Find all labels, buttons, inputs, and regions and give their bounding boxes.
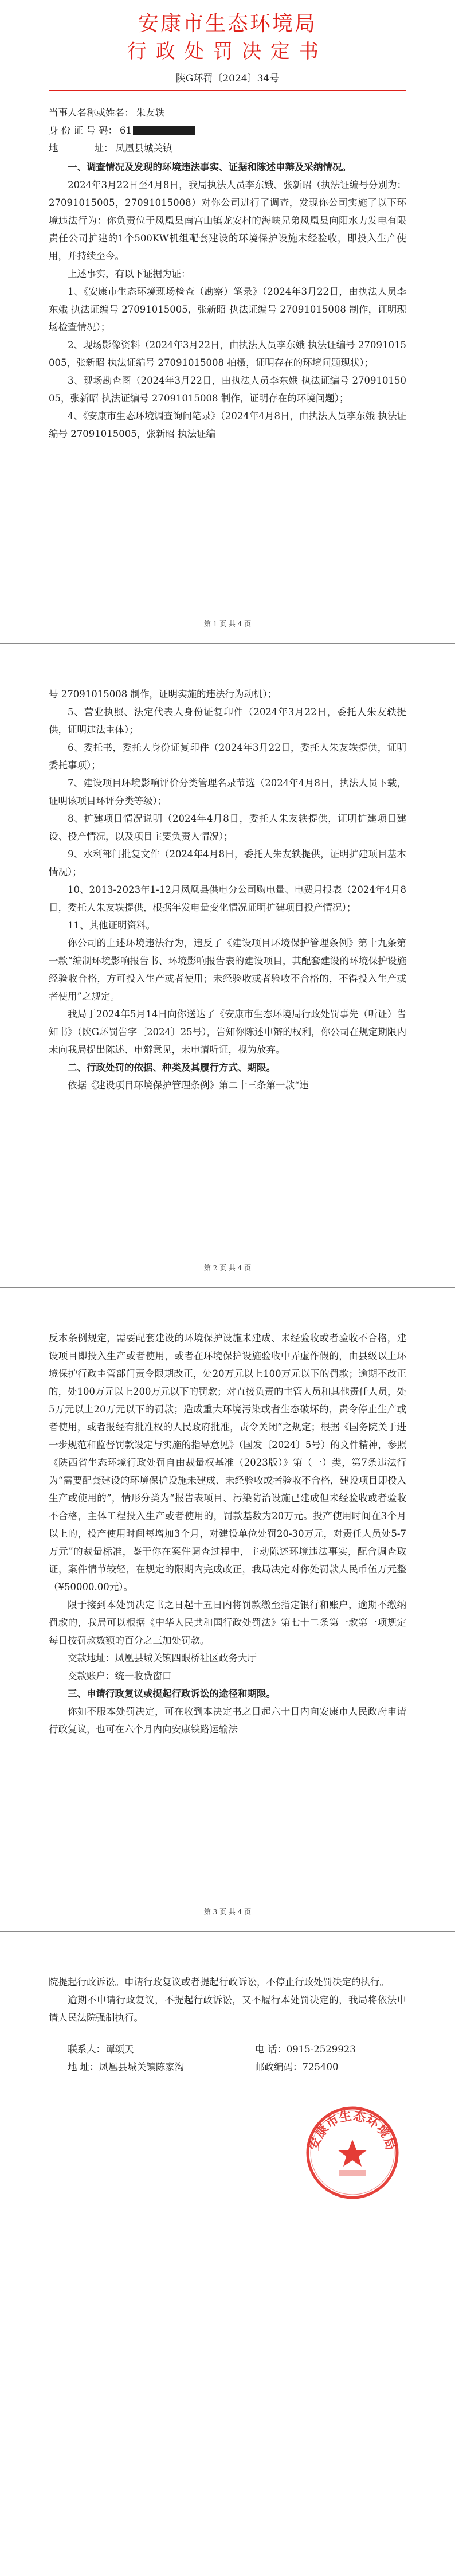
section-heading: 二、行政处罚的依据、种类及其履行方式、期限。 (68, 1062, 276, 1073)
section-heading: 三、申请行政复议或提起行政诉讼的途径和期限。 (68, 1688, 276, 1699)
issuing-organization: 安康市生态环境局 (138, 12, 317, 36)
document-page-1 (0, 0, 455, 644)
body-paragraph: 3、现场勘查图（2024年3月22日，由执法人员李东娥 执法证编号 27091015005，张新昭 执法证编号 27091015008 制作，证明存在的环境问题）； (49, 375, 406, 404)
contact-row-1 (49, 2040, 406, 2058)
contact-person-value: 谭颂天 (105, 2044, 134, 2055)
body-paragraph: 7、建设项目环境影响评价分类管理名录节选（2024年4月8日，执法人员下载，证明该项目环评分类等级）； (49, 778, 406, 806)
page-footer: 第 1 页 共 4 页 (203, 620, 252, 628)
document-page-3 (0, 1288, 455, 1932)
contact-row-2 (49, 2058, 406, 2076)
party-name-value: 朱友轶 (136, 107, 164, 118)
body-paragraph: 上述事实，有以下证据为证： (68, 268, 191, 279)
section-heading: 一、调查情况及发现的环境违法事实、证据和陈述申辩及采纳情况。 (68, 162, 351, 173)
body-paragraph: 交款账户：统一收费窗口 (68, 1671, 172, 1681)
page-footer: 第 3 页 共 4 页 (203, 1908, 252, 1916)
body-paragraph: 逾期不申请行政复议，不提起行政诉讼，又不履行本处罚决定的，我局将依法申请人民法院强制执行。 (49, 1995, 406, 2023)
contact-zip-label: 邮政编码： (255, 2062, 303, 2072)
body-paragraph: 2、现场影像资料（2024年3月22日，由执法人员李东娥 执法证编号 27091015005，张新昭 执法证编号 27091015008 拍摄，证明存在的环境问题现状）； (49, 339, 406, 368)
body-paragraph: 11、其他证明资料。 (68, 920, 155, 931)
body-paragraph: 10、2013-2023年1-12月凤凰县供电分公司购电量、电费月报表（2024年4月8日，委托人朱友轶提供，根据年发电量变化情况证明扩建项目投产情况）； (49, 884, 406, 913)
body-paragraph: 6、委托书，委托人身份证复印件（2024年3月22日，委托人朱友轶提供，证明委托事项）； (49, 742, 406, 771)
body-paragraph: 8、扩建项目情况说明（2024年4月8日，委托人朱友轶提供，证明扩建项目建设、投产情况，以及项目主要负责人情况）； (49, 813, 406, 842)
document-page-2 (0, 644, 455, 1288)
document-title: 行政处罚决定书 (127, 40, 328, 63)
contact-address-value: 凤凰县城关镇陈家沟 (99, 2062, 185, 2072)
redaction-block (133, 126, 195, 135)
body-paragraph: 9、水利部门批复文件（2024年4月8日，委托人朱友轶提供，证明扩建项目基本情况）； (49, 849, 406, 877)
contact-phone-value: 0915-2529923 (286, 2044, 356, 2055)
page-3-body (49, 1329, 406, 1738)
official-seal-icon (304, 2104, 401, 2202)
body-paragraph: 号 27091015008 制作，证明实施的违法行为动机）； (49, 689, 277, 700)
party-id-label: 身 份 证 号 码： (49, 125, 117, 136)
body-paragraph: 1、《安康市生态环境现场检查（勘察）笔录》（2024年3月22日，由执法人员李东娥 执法证编号 27091015005，张新昭 执法证编号 27091015008 制作，证明现场检查情况）； (49, 286, 406, 333)
contact-person-label: 联系人： (68, 2044, 105, 2055)
seal-text: 安康市生态环境局 (307, 2109, 398, 2152)
page-footer: 第 2 页 共 4 页 (203, 1264, 252, 1272)
body-paragraph: 4、《安康市生态环境调查询问笔录》（2024年4月8日，由执法人员李东娥 执法证编号 27091015005，张新昭 执法证编 (49, 411, 406, 439)
body-paragraph: 2024年3月22日至4月8日，我局执法人员李东娥、张新昭（执法证编号分别为：27091015005，27091015008）对你公司进行了调查，发现你公司实施了以下环境违法行为：你负责位于凤凰县南宫山镇龙安村的海峡兄弟凤凰县向阳水力发电有限责任公司扩建的1个500KW机组配套建设的环境保护设施未经验收，即投入生产使用，并持续至今。 (49, 179, 406, 261)
contact-zip-value: 725400 (302, 2062, 339, 2072)
document-number: 陕G环罚〔2024〕34号 (175, 73, 280, 84)
contact-address-label: 地 址： (68, 2062, 99, 2072)
body-paragraph: 我局于2024年5月14日向你送达了《安康市生态环境局行政处罚事先（听证）告知书》（陕G环罚告字〔2024〕25号），告知你陈述申辩的权利，你公司在规定期限内未向我局提出陈述、申辩意见，未申请听证，视为放弃。 (49, 1009, 406, 1055)
party-address-label: 地 址： (49, 143, 113, 154)
body-paragraph: 反本条例规定，需要配套建设的环境保护设施未建成、未经验收或者验收不合格，建设项目即投入生产或者使用，或者在环境保护设施验收中弄虚作假的，由县级以上环境保护行政主管部门责令限期改正，处20万元以上100万元以下的罚款；逾期不改正的，处100万元以上200万元以下的罚款；对直接负责的主管人员和其他责任人员，处5万元以上20万元以下的罚款；造成重大环境污染或者生态破坏的，责令停止生产或者使用，或者报经有批准权的人民政府批准，责令关闭”之规定；根据《国务院关于进一步规范和监督罚款设定与实施的指导意见》（国发〔2024〕5号）的文件精神，参照《陕西省生态环境行政处罚自由裁量权基准（2023版）》第（一）类，第7条违法行为“需要配套建设的环境保护设施未建成、未经验收或者验收不合格，建设项目即投入生产或使用的”，情形分类为“报告表项目、污染防治设施已建成但未经验收或者验收不合格，主体工程投入生产或者使用的，罚款基数为20万元。投产使用时间在3个月以上的，投产使用时间每增加3个月，对建设单位处罚20-30万元，对责任人员处5-7万元”的裁量标准，鉴于你在案件调查过程中，主动陈述环境违法事实，配合调查取证，案件情节较轻，在规定的限期内完成改正，我局决定对你处罚款人民币伍万元整（¥50000.00元）。 (49, 1333, 406, 1593)
document-page-4 (0, 1932, 455, 2576)
page-1-body (49, 158, 406, 443)
header-divider (49, 90, 406, 91)
body-paragraph: 院提起行政诉讼。申请行政复议或者提起行政诉讼，不停止行政处罚决定的执行。 (49, 1977, 389, 1988)
party-address-row (49, 139, 406, 157)
page-2-body (49, 685, 406, 1094)
party-name-row (49, 104, 406, 122)
body-paragraph: 5、营业执照、法定代表人身份证复印件（2024年3月22日，委托人朱友轶提供，证明违法主体）； (49, 707, 406, 735)
party-address-value: 凤凰县城关镇 (115, 143, 172, 154)
contact-phone-label: 电 话： (255, 2044, 287, 2055)
party-id-value: 61 (119, 125, 132, 136)
body-paragraph: 限于接到本处罚决定书之日起十五日内将罚款缴至指定银行和账户，逾期不缴纳罚款的，我局可以根据《中华人民共和国行政处罚法》第七十二条第一款第一项规定每日按罚款数额的百分之三加处罚款。 (49, 1599, 406, 1646)
page-4-body (49, 1973, 406, 2027)
body-paragraph: 你如不服本处罚决定，可在收到本决定书之日起六十日内向安康市人民政府申请行政复议，也可在六个月内向安康铁路运输法 (49, 1706, 406, 1735)
body-paragraph: 交款地址：凤凰县城关镇四眼桥社区政务大厅 (68, 1653, 257, 1664)
body-paragraph: 你公司的上述环境违法行为，违反了《建设项目环境保护管理条例》第十九条第一款“编制环境影响报告书、环境影响报告表的建设项目，其配套建设的环境保护设施经验收合格，方可投入生产或者使用；未经验收或者验收不合格的，不得投入生产或者使用”之规定。 (49, 938, 406, 1002)
party-name-label: 当事人名称或姓名： (49, 107, 134, 118)
body-paragraph: 依据《建设项目环境保护管理条例》第二十三条第一款“违 (68, 1080, 309, 1091)
party-id-row (49, 122, 406, 139)
